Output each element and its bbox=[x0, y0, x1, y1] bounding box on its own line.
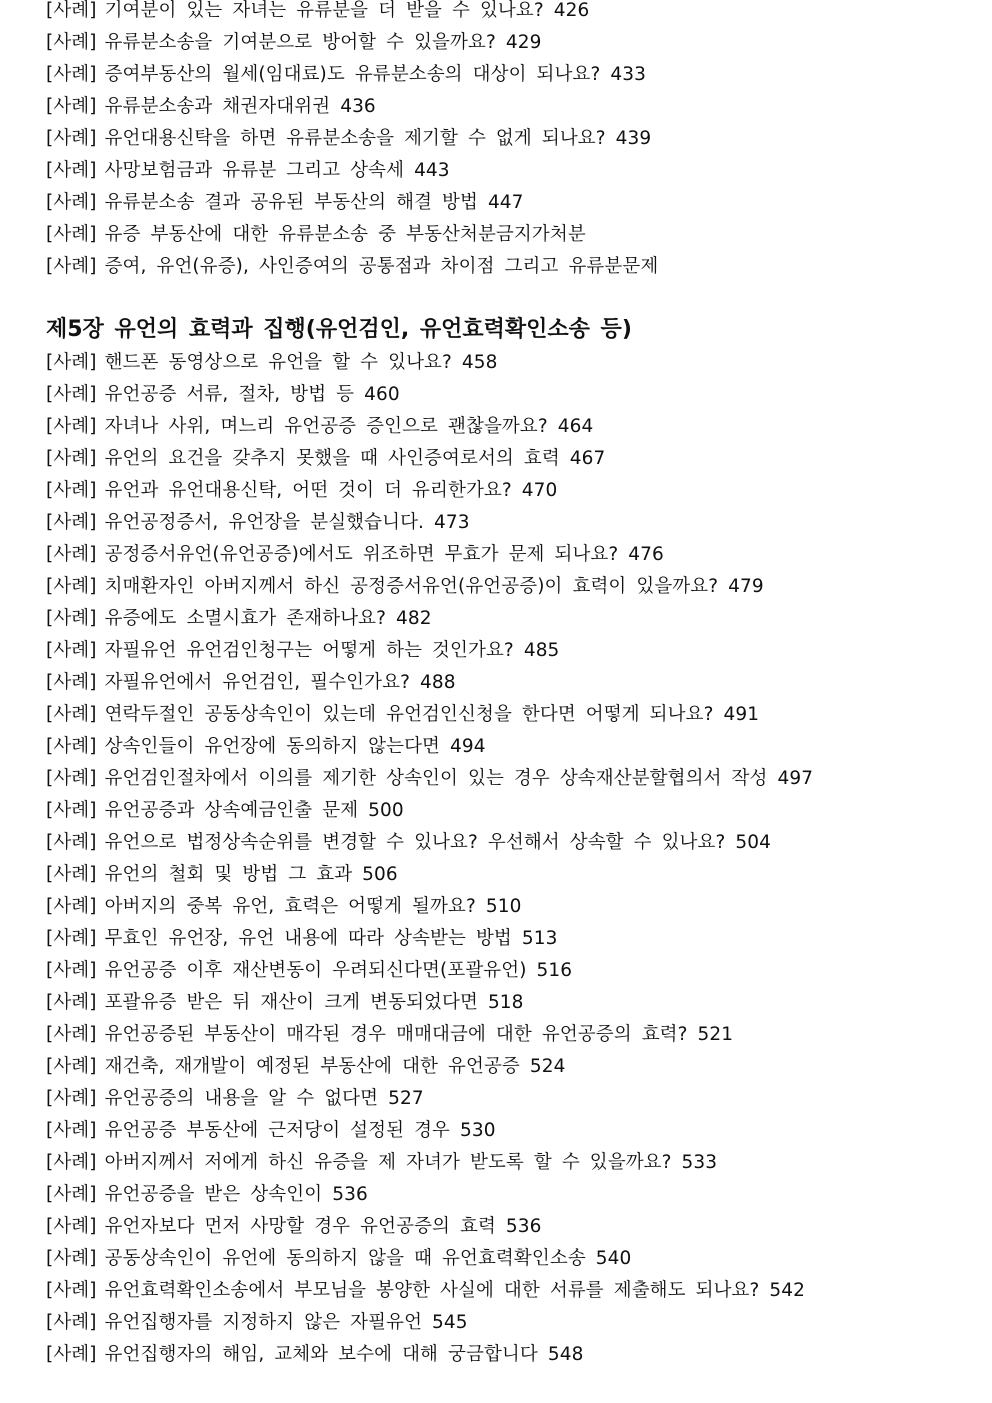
entry-text: 상속인들이 유언장에 동의하지 않는다면 494 bbox=[104, 736, 486, 757]
toc-entry bbox=[46, 955, 976, 987]
entry-text: 유언공증된 부동산이 매각된 경우 매매대금에 대한 유언공증의 효력? 521 bbox=[104, 1024, 734, 1045]
case-tag: [사례] bbox=[46, 544, 97, 565]
toc-entry bbox=[46, 1307, 976, 1339]
toc-entry bbox=[46, 763, 976, 795]
entry-text: 치매환자인 아버지께서 하신 공정증서유언(유언공증)이 효력이 있을까요? 479 bbox=[104, 576, 764, 597]
case-tag: [사례] bbox=[46, 1088, 97, 1109]
entry-text: 유언과 유언대용신탁, 어떤 것이 더 유리한가요? 470 bbox=[104, 480, 558, 501]
case-tag: [사례] bbox=[46, 192, 97, 213]
case-tag: [사례] bbox=[46, 256, 97, 277]
entry-text: 유언검인절차에서 이의를 제기한 상속인이 있는 경우 상속재산분할협의서 작성 497 bbox=[104, 768, 814, 789]
toc-list-chapter-5 bbox=[46, 347, 976, 1371]
case-tag: [사례] bbox=[46, 480, 97, 501]
entry-text: 아버지께서 저에게 하신 유증을 제 자녀가 받도록 할 수 있을까요? 533 bbox=[104, 1152, 718, 1173]
entry-text: 유언효력확인소송에서 부모님을 봉양한 사실에 대한 서류를 제출해도 되나요? 542 bbox=[104, 1280, 806, 1301]
case-tag: [사례] bbox=[46, 512, 97, 533]
entry-text: 자필유언 유언검인청구는 어떻게 하는 것인가요? 485 bbox=[104, 640, 560, 661]
case-tag: [사례] bbox=[46, 96, 97, 117]
entry-text: 공동상속인이 유언에 동의하지 않을 때 유언효력확인소송 540 bbox=[104, 1248, 632, 1269]
entry-text: 유언으로 법정상속순위를 변경할 수 있나요? 우선해서 상속할 수 있나요? 504 bbox=[104, 832, 772, 853]
toc-entry bbox=[46, 1275, 976, 1307]
toc-entry bbox=[46, 1243, 976, 1275]
toc-entry bbox=[46, 731, 976, 763]
case-tag: [사례] bbox=[46, 928, 97, 949]
toc-entry bbox=[46, 795, 976, 827]
toc-entry bbox=[46, 923, 976, 955]
case-tag: [사례] bbox=[46, 1280, 97, 1301]
entry-text: 공정증서유언(유언공증)에서도 위조하면 무효가 문제 되나요? 476 bbox=[104, 544, 664, 565]
case-tag: [사례] bbox=[46, 416, 97, 437]
case-tag: [사례] bbox=[46, 1344, 97, 1365]
entry-text: 유언의 철회 및 방법 그 효과 506 bbox=[104, 864, 398, 885]
case-tag: [사례] bbox=[46, 992, 97, 1013]
toc-entry bbox=[46, 27, 976, 59]
case-tag: [사례] bbox=[46, 0, 97, 21]
entry-text: 유언공증 부동산에 근저당이 설정된 경우 530 bbox=[104, 1120, 496, 1141]
toc-list-section-4-tail bbox=[46, 0, 976, 283]
entry-text: 핸드폰 동영상으로 유언을 할 수 있나요? 458 bbox=[104, 352, 498, 373]
toc-entry bbox=[46, 1051, 976, 1083]
toc-entry bbox=[46, 827, 976, 859]
case-tag: [사례] bbox=[46, 576, 97, 597]
case-tag: [사례] bbox=[46, 672, 97, 693]
case-tag: [사례] bbox=[46, 160, 97, 181]
case-tag: [사례] bbox=[46, 384, 97, 405]
case-tag: [사례] bbox=[46, 896, 97, 917]
toc-entry bbox=[46, 347, 976, 379]
toc-entry bbox=[46, 667, 976, 699]
case-tag: [사례] bbox=[46, 1248, 97, 1269]
toc-page bbox=[46, 0, 976, 1371]
entry-text: 자필유언에서 유언검인, 필수인가요? 488 bbox=[104, 672, 456, 693]
entry-text: 증여, 유언(유증), 사인증여의 공통점과 차이점 그리고 유류분문제 bbox=[104, 256, 659, 277]
toc-entry bbox=[46, 987, 976, 1019]
case-tag: [사례] bbox=[46, 352, 97, 373]
toc-entry bbox=[46, 91, 976, 123]
toc-entry bbox=[46, 699, 976, 731]
entry-text: 유언자보다 먼저 사망할 경우 유언공증의 효력 536 bbox=[104, 1216, 542, 1237]
toc-entry bbox=[46, 379, 976, 411]
toc-entry bbox=[46, 59, 976, 91]
case-tag: [사례] bbox=[46, 640, 97, 661]
case-tag: [사례] bbox=[46, 704, 97, 725]
entry-text: 유언공증과 상속예금인출 문제 500 bbox=[104, 800, 404, 821]
entry-text: 유언공증을 받은 상속인이 536 bbox=[104, 1184, 368, 1205]
case-tag: [사례] bbox=[46, 864, 97, 885]
entry-text: 유류분소송을 기여분으로 방어할 수 있을까요? 429 bbox=[104, 32, 542, 53]
entry-text: 유언공증 이후 재산변동이 우려되신다면(포괄유언) 516 bbox=[104, 960, 573, 981]
toc-entry bbox=[46, 411, 976, 443]
case-tag: [사례] bbox=[46, 1312, 97, 1333]
toc-entry bbox=[46, 475, 976, 507]
case-tag: [사례] bbox=[46, 448, 97, 469]
case-tag: [사례] bbox=[46, 128, 97, 149]
toc-entry bbox=[46, 123, 976, 155]
entry-text: 유언집행자를 지정하지 않은 자필유언 545 bbox=[104, 1312, 468, 1333]
entry-text: 유류분소송 결과 공유된 부동산의 해결 방법 447 bbox=[104, 192, 524, 213]
toc-entry bbox=[46, 603, 976, 635]
toc-entry bbox=[46, 891, 976, 923]
case-tag: [사례] bbox=[46, 608, 97, 629]
case-tag: [사례] bbox=[46, 1216, 97, 1237]
case-tag: [사례] bbox=[46, 1152, 97, 1173]
toc-entry bbox=[46, 571, 976, 603]
toc-entry bbox=[46, 219, 976, 251]
entry-text: 유언집행자의 해임, 교체와 보수에 대해 궁금합니다 548 bbox=[104, 1344, 584, 1365]
toc-entry bbox=[46, 539, 976, 571]
case-tag: [사례] bbox=[46, 224, 97, 245]
toc-entry bbox=[46, 1115, 976, 1147]
entry-text: 유언대용신탁을 하면 유류분소송을 제기할 수 없게 되나요? 439 bbox=[104, 128, 652, 149]
entry-text: 유언공증의 내용을 알 수 없다면 527 bbox=[104, 1088, 424, 1109]
toc-entry bbox=[46, 155, 976, 187]
toc-entry bbox=[46, 1179, 976, 1211]
toc-entry bbox=[46, 187, 976, 219]
entry-text: 증여부동산의 월세(임대료)도 유류분소송의 대상이 되나요? 433 bbox=[104, 64, 646, 85]
entry-text: 자녀나 사위, 며느리 유언공증 증인으로 괜찮을까요? 464 bbox=[104, 416, 594, 437]
entry-text: 유언공정증서, 유언장을 분실했습니다. 473 bbox=[104, 512, 470, 533]
entry-text: 사망보험금과 유류분 그리고 상속세 443 bbox=[104, 160, 450, 181]
toc-entry bbox=[46, 1019, 976, 1051]
entry-text: 유언공증 서류, 절차, 방법 등 460 bbox=[104, 384, 400, 405]
case-tag: [사례] bbox=[46, 1056, 97, 1077]
entry-text: 유류분소송과 채권자대위권 436 bbox=[104, 96, 376, 117]
entry-text: 연락두절인 공동상속인이 있는데 유언검인신청을 한다면 어떻게 되나요? 491 bbox=[104, 704, 760, 725]
case-tag: [사례] bbox=[46, 1184, 97, 1205]
toc-entry bbox=[46, 859, 976, 891]
toc-entry bbox=[46, 507, 976, 539]
toc-entry bbox=[46, 1339, 976, 1371]
chapter-5-title: 제5장 유언의 효력과 집행(유언검인, 유언효력확인소송 등) bbox=[46, 317, 632, 342]
entry-text: 유언의 요건을 갖추지 못했을 때 사인증여로서의 효력 467 bbox=[104, 448, 606, 469]
entry-text: 아버지의 중복 유언, 효력은 어떻게 될까요? 510 bbox=[104, 896, 522, 917]
entry-text: 유증 부동산에 대한 유류분소송 중 부동산처분금지가처분 bbox=[104, 224, 586, 245]
case-tag: [사례] bbox=[46, 1024, 97, 1045]
toc-entry bbox=[46, 443, 976, 475]
toc-entry bbox=[46, 0, 976, 27]
entry-text: 무효인 유언장, 유언 내용에 따라 상속받는 방법 513 bbox=[104, 928, 558, 949]
entry-text: 기여분이 있는 자녀는 유류분을 더 받을 수 있나요? 426 bbox=[104, 0, 590, 21]
case-tag: [사례] bbox=[46, 1120, 97, 1141]
toc-entry bbox=[46, 1083, 976, 1115]
chapter-heading-wrap bbox=[46, 283, 976, 347]
case-tag: [사례] bbox=[46, 768, 97, 789]
case-tag: [사례] bbox=[46, 960, 97, 981]
toc-entry bbox=[46, 635, 976, 667]
case-tag: [사례] bbox=[46, 736, 97, 757]
entry-text: 유증에도 소멸시효가 존재하나요? 482 bbox=[104, 608, 432, 629]
entry-text: 재건축, 재개발이 예정된 부동산에 대한 유언공증 524 bbox=[104, 1056, 566, 1077]
case-tag: [사례] bbox=[46, 32, 97, 53]
case-tag: [사례] bbox=[46, 64, 97, 85]
toc-entry bbox=[46, 251, 976, 283]
toc-entry bbox=[46, 1211, 976, 1243]
entry-text: 포괄유증 받은 뒤 재산이 크게 변동되었다면 518 bbox=[104, 992, 524, 1013]
toc-entry bbox=[46, 1147, 976, 1179]
case-tag: [사례] bbox=[46, 800, 97, 821]
case-tag: [사례] bbox=[46, 832, 97, 853]
